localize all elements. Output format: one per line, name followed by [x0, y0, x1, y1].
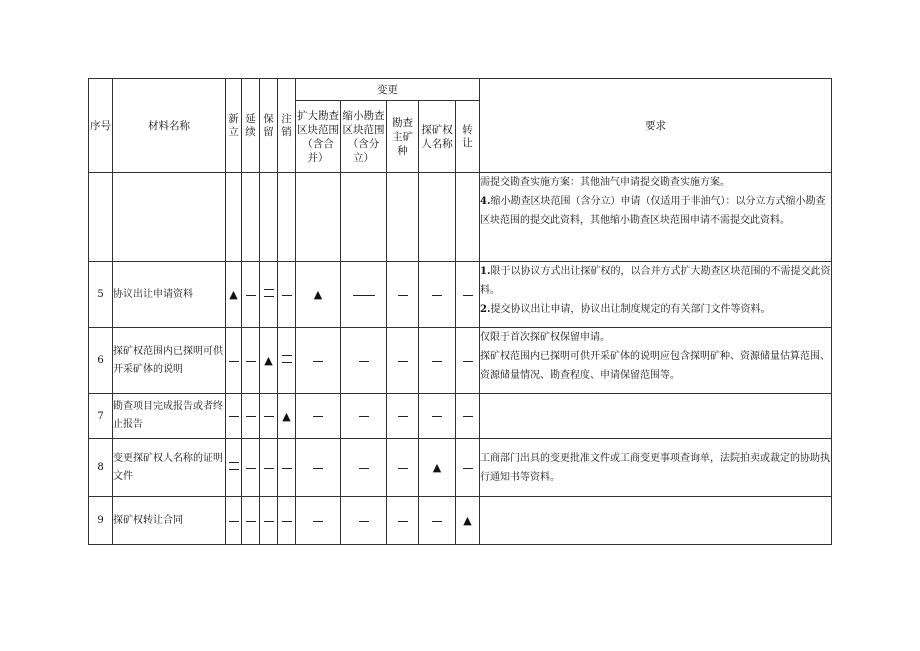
row-name — [113, 173, 226, 262]
table-row — [89, 439, 832, 497]
dash-mark — [264, 416, 274, 417]
dash-mark — [246, 468, 256, 469]
materials-table — [88, 78, 832, 545]
row-name: 探矿权范围内已探明可供开采矿体的说明 — [113, 328, 226, 394]
dash-mark — [313, 468, 323, 469]
header-transfer: 转让 — [456, 101, 480, 173]
dash-mark — [463, 468, 473, 469]
dash-mark — [264, 521, 274, 522]
triangle-mark: ▲ — [264, 354, 273, 367]
dash-mark — [313, 416, 323, 417]
header-cancel: 注销 — [278, 79, 296, 173]
header-seq: 序号 — [89, 79, 113, 173]
row-number: 5 — [89, 262, 113, 328]
table-row — [89, 394, 832, 439]
req-line: 工商部门出具的变更批准文件或工商变更事项查询单，法院拍卖或裁定的协助执行通知书等资料。 — [480, 452, 831, 483]
dash-mark — [463, 416, 473, 417]
header-mineral: 勘查主矿种 — [387, 101, 419, 173]
row-number: 9 — [89, 497, 113, 545]
dash-mark — [282, 521, 292, 522]
dash-mark — [359, 361, 369, 362]
dash-mark — [264, 468, 274, 469]
header-extend: 延续 — [242, 79, 260, 173]
dash-mark — [264, 289, 274, 290]
dash-mark — [229, 469, 239, 470]
dash-mark — [282, 355, 292, 356]
row-number — [89, 173, 113, 262]
req-line: 探矿权范围内已探明可供开采矿体的说明应包含探明矿种、资源储量估算范围、资源储量情况、勘查程度、申请保留范围等。 — [480, 351, 831, 381]
row-name: 勘查项目完成报告或者终止报告 — [113, 394, 226, 439]
dash-mark — [359, 416, 369, 417]
req-line: 2.提交协议出让申请，协议出让制度规定的有关部门文件等资料。 — [480, 304, 771, 315]
dash-mark — [282, 468, 292, 469]
header-name-change: 探矿权人名称 — [419, 101, 456, 173]
header-change: 变更 — [296, 79, 480, 101]
row-name: 探矿权转让合同 — [113, 497, 226, 545]
dash-mark — [246, 416, 256, 417]
req-line: 4.缩小勘查区块范围（含分立）申请（仅适用于非油气）：以分立方式缩小勘查区块范围的提交此资料，其他缩小勘查区块范围申请不需提交此资料。 — [480, 196, 826, 226]
dash-mark — [246, 361, 256, 362]
row-number: 8 — [89, 439, 113, 497]
dash-mark — [432, 416, 442, 417]
triangle-mark: ▲ — [229, 288, 238, 301]
triangle-mark: ▲ — [282, 409, 291, 423]
row-requirement — [480, 394, 832, 439]
dash-mark — [353, 295, 375, 296]
dash-mark — [229, 521, 239, 522]
row-requirement — [480, 497, 832, 545]
dash-mark — [432, 521, 442, 522]
dash-mark — [246, 295, 256, 296]
req-line: 需提交勘查实施方案：其他油气申请提交勘查实施方案。 — [480, 177, 731, 188]
row-requirement — [480, 328, 832, 394]
row-requirement — [480, 439, 832, 497]
dash-mark — [282, 362, 292, 363]
triangle-mark: ▲ — [313, 288, 323, 301]
row-number: 7 — [89, 394, 113, 439]
dash-mark — [432, 295, 442, 296]
dash-mark — [246, 521, 256, 522]
dash-mark — [313, 521, 323, 522]
dash-mark — [229, 416, 239, 417]
dash-mark — [463, 295, 473, 296]
dash-mark — [282, 295, 292, 296]
dash-mark — [398, 295, 408, 296]
header-new: 新立 — [226, 79, 242, 173]
table-row — [89, 328, 832, 394]
dash-mark — [398, 468, 408, 469]
table-row — [89, 262, 832, 328]
row-number: 6 — [89, 328, 113, 394]
row-requirement — [480, 173, 832, 262]
dash-mark — [229, 361, 239, 362]
dash-mark — [398, 361, 408, 362]
dash-mark — [359, 521, 369, 522]
header-material: 材料名称 — [113, 79, 226, 173]
req-line: 仅限于首次探矿权保留申请。 — [480, 332, 611, 343]
header-requirement: 要求 — [480, 79, 832, 173]
triangle-mark: ▲ — [463, 514, 472, 527]
dash-mark — [359, 468, 369, 469]
row-requirement — [480, 262, 832, 328]
header-shrink: 缩小勘查区块范围（含分立） — [341, 101, 387, 173]
dash-mark — [313, 361, 323, 362]
table-row — [89, 173, 832, 262]
dash-mark — [432, 361, 442, 362]
table-row — [89, 497, 832, 545]
dash-mark — [264, 296, 274, 297]
dash-mark — [229, 462, 239, 463]
req-line: 1.限于以协议方式出让探矿权的，以合并方式扩大勘查区块范围的不需提交此资料。 — [480, 266, 831, 296]
triangle-mark: ▲ — [432, 461, 442, 474]
dash-mark — [463, 361, 473, 362]
dash-mark — [398, 416, 408, 417]
row-name: 协议出让申请资料 — [113, 262, 226, 328]
header-retain: 保留 — [260, 79, 278, 173]
row-name: 变更探矿权人名称的证明文件 — [113, 439, 226, 497]
header-expand: 扩大勘查区块范围（含合并） — [296, 101, 341, 173]
dash-mark — [398, 521, 408, 522]
